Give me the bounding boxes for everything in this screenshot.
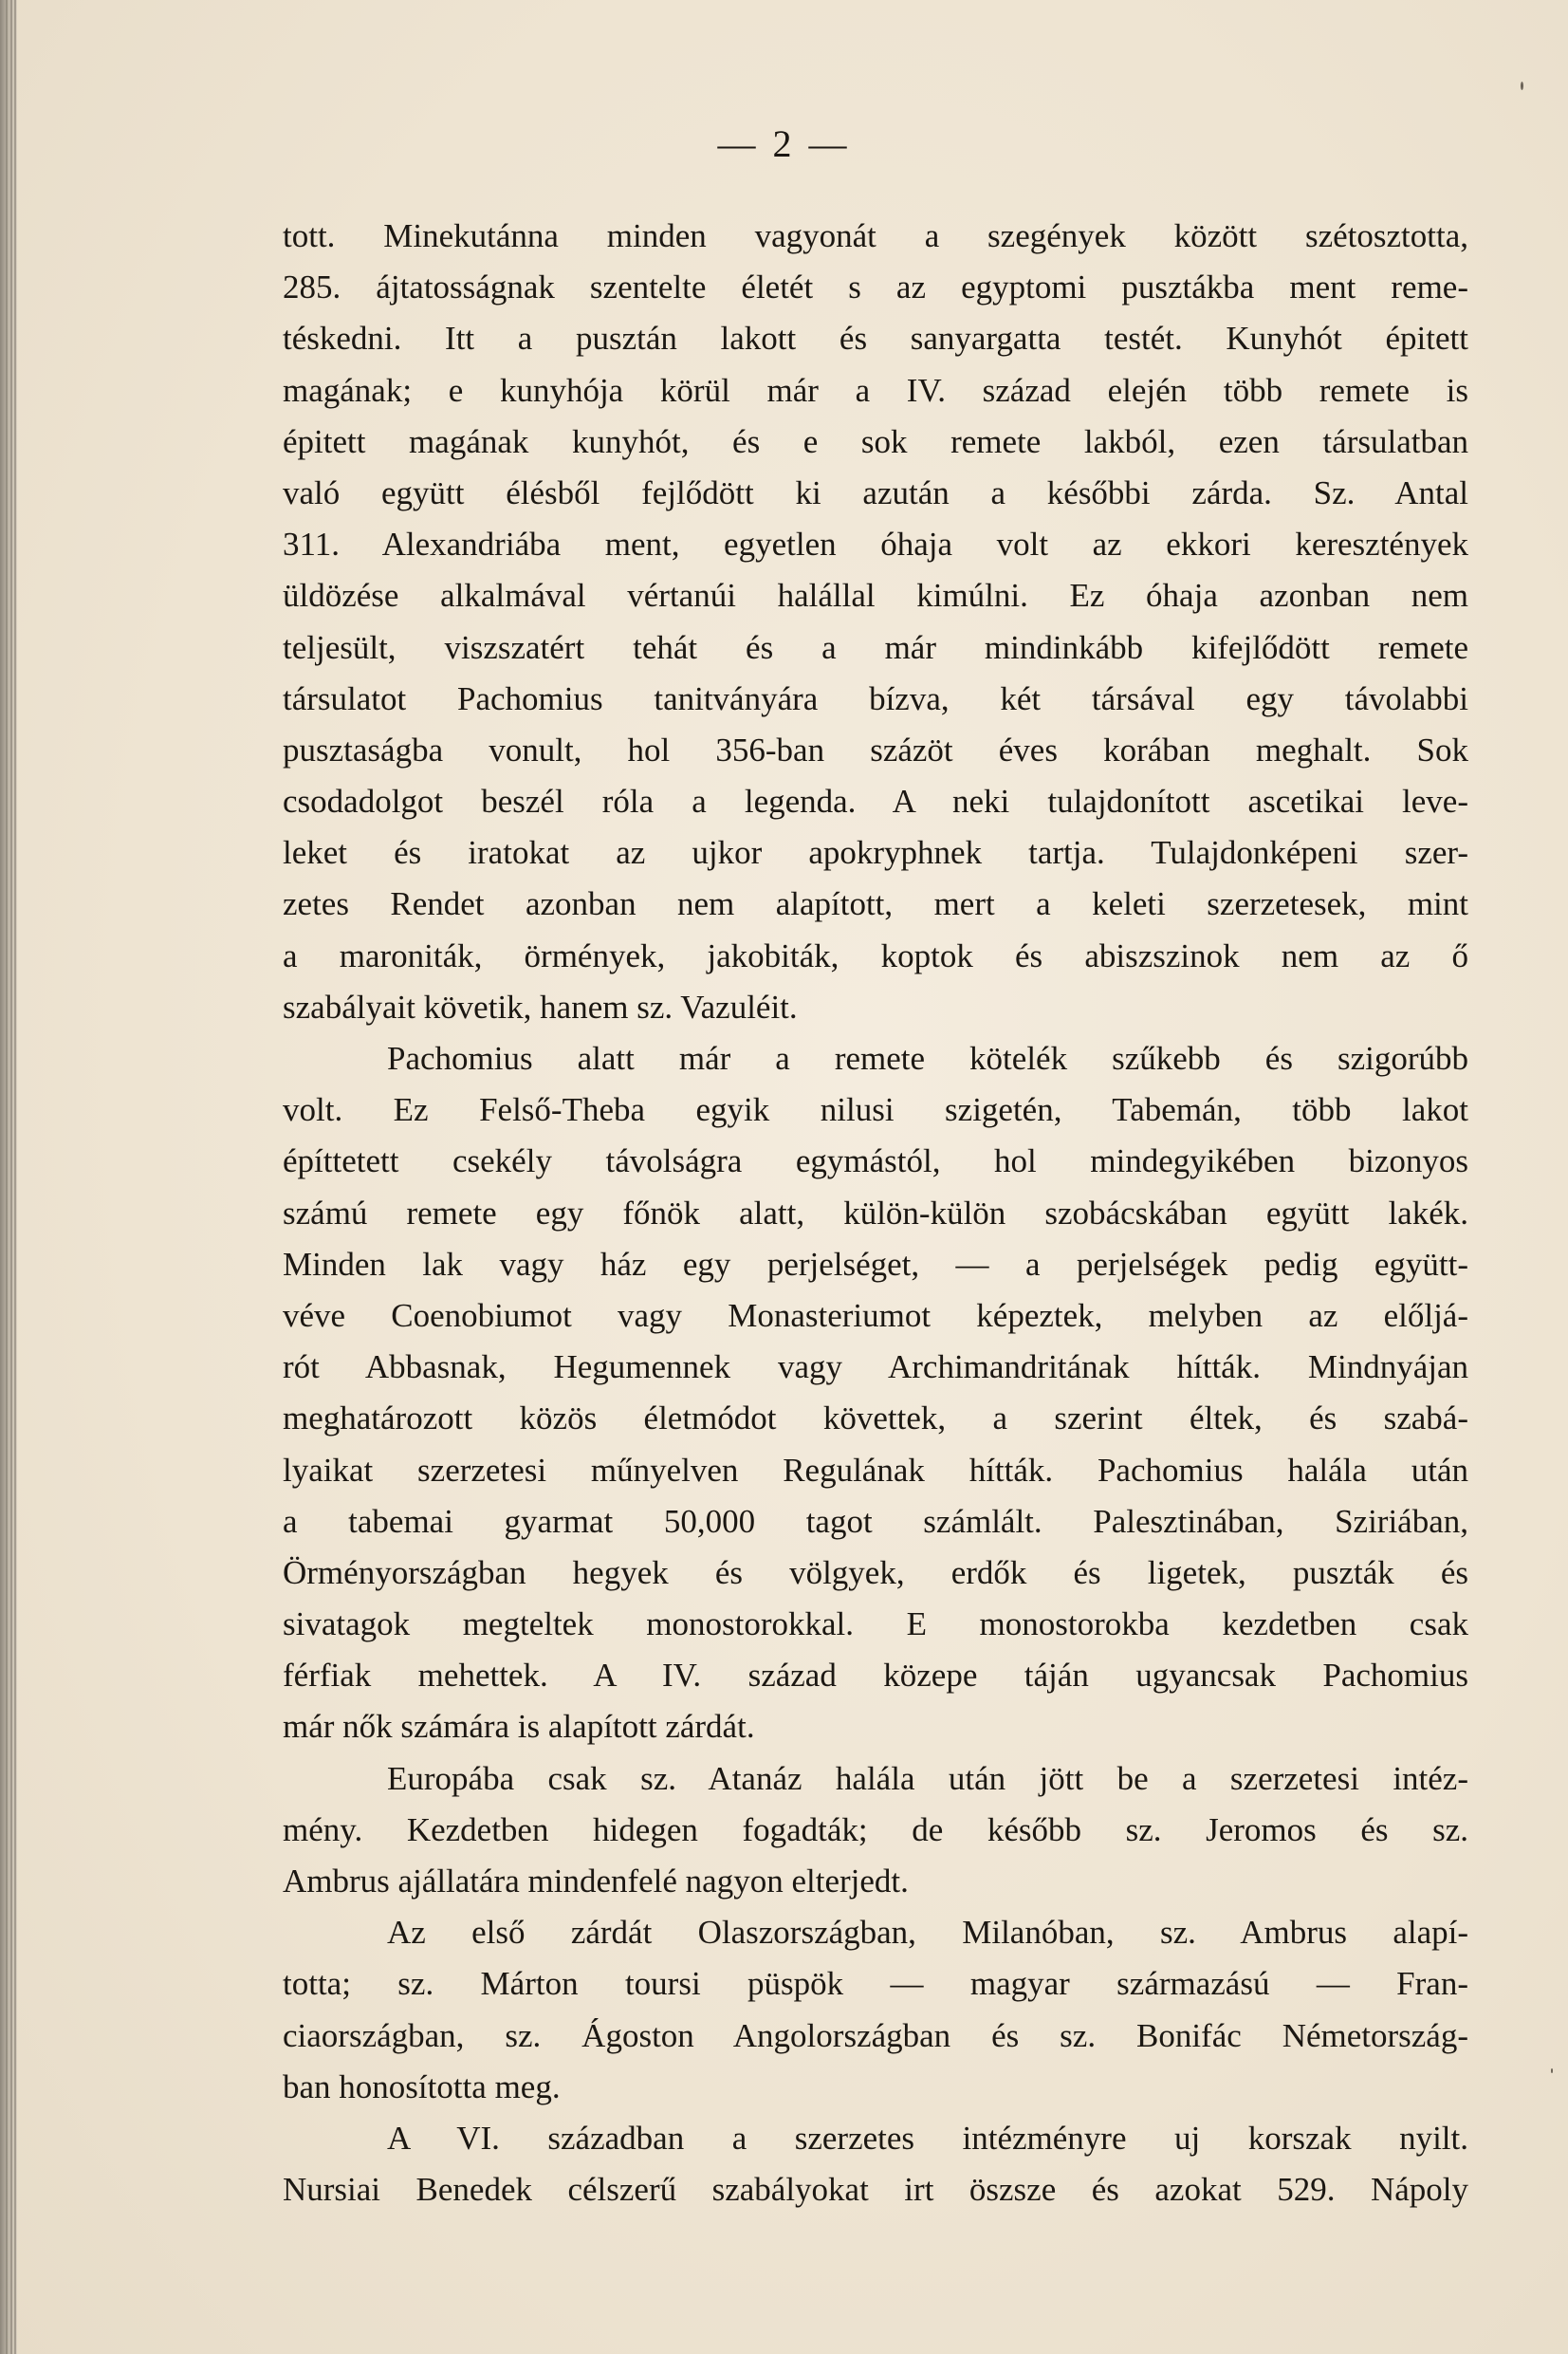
text-line: való együtt élésből fejlődött ki azután a későbbi zárda. Sz. Antal (283, 473, 1468, 511)
text-line: épitett magának kunyhót, és e sok remete lakból, ezen társulatban (283, 422, 1468, 460)
text-line: leket és iratokat az ujkor apokryphnek tartja. Tulajdonképeni szer- (283, 834, 1468, 872)
paper-speck (1551, 2068, 1553, 2073)
text-line: totta; sz. Márton toursi püspök — magyar származású — Fran- (283, 1965, 1468, 2003)
text-line: ciaországban, sz. Ágoston Angolországban és sz. Bonifác Németország- (283, 2016, 1468, 2054)
text-line: Ambrus ajállatára mindenfelé nagyon elterjedt. (283, 1863, 909, 1900)
text-line: Örményországban hegyek és völgyek, erdők és ligetek, puszták és (283, 1553, 1468, 1591)
text-line: számú remete egy főnök alatt, külön-külön szobácskában együtt lakék. (283, 1194, 1468, 1232)
text-line: volt. Ez Felső-Theba egyik nilusi szigetén, Tabemán, több lakot (283, 1091, 1468, 1129)
text-line: a tabemai gyarmat 50,000 tagot számlált. Palesztinában, Sziriában, (283, 1502, 1468, 1540)
binding-line (6, 0, 8, 2354)
text-line: véve Coenobiumot vagy Monasteriumot képeztek, melyben az előljá- (283, 1296, 1468, 1334)
text-line: rót Abbasnak, Hegumennek vagy Archimandritának hítták. Mindnyájan (283, 1348, 1468, 1386)
text-line: 285. ájtatosságnak szentelte életét s az egyptomi pusztákba ment reme- (283, 269, 1468, 306)
page-number: — 2 — (717, 122, 851, 165)
text-line: ban honosította meg. (283, 2067, 561, 2105)
text-line: mény. Kezdetben hidegen fogadták; de később sz. Jeromos és sz. (283, 1810, 1468, 1848)
text-line: üldözése alkalmával vértanúi halállal kimúlni. Ez óhaja azonban nem (283, 577, 1468, 615)
text-line: magának; e kunyhója körül már a IV. század elején több remete is (283, 371, 1468, 409)
text-line: tott. Minekutánna minden vagyonát a szegények között szétosztotta, (283, 217, 1468, 254)
text-line: Az első zárdát Olaszországban, Milanóban, sz. Ambrus alapí- (387, 1914, 1468, 1952)
text-line: már nők számára is alapított zárdát. (283, 1708, 755, 1746)
text-line: 311. Alexandriába ment, egyetlen óhaja volt az ekkori keresztények (283, 526, 1468, 564)
text-line: férfiak mehettek. A IV. század közepe táján ugyancsak Pachomius (283, 1657, 1468, 1695)
text-line: pusztaságba vonult, hol 356-ban százöt éves korában meghalt. Sok (283, 731, 1468, 769)
text-line: lyaikat szerzetesi műnyelven Regulának hítták. Pachomius halála után (283, 1451, 1468, 1489)
text-line: Europába csak sz. Atanáz halála után jött be a szerzetesi intéz- (387, 1759, 1468, 1797)
text-line: zetes Rendet azonban nem alapított, mert a keleti szerzetesek, mint (283, 885, 1468, 923)
text-line: társulatot Pachomius tanitványára bízva, két társával egy távolabbi (283, 679, 1468, 717)
text-line: szabályait követik, hanem sz. Vazuléit. (283, 988, 798, 1026)
text-line: Pachomius alatt már a remete kötelék szűkebb és szigorúbb (387, 1040, 1468, 1077)
text-line: meghatározott közös életmódot követtek, a szerint éltek, és szabá- (283, 1399, 1468, 1437)
text-line: sivatagok megteltek monostorokkal. E monostorokba kezdetben csak (283, 1605, 1468, 1643)
text-line: téskedni. Itt a pusztán lakott és sanyargatta testét. Kunyhót épitett (283, 320, 1468, 358)
text-line: teljesült, viszszatért tehát és a már mindinkább kifejlődött remete (283, 628, 1468, 666)
binding-line (14, 0, 16, 2354)
text-line: építtetett csekély távolságra egymástól, hol mindegyikében bizonyos (283, 1142, 1468, 1180)
body-text (283, 211, 1468, 2215)
binding-line (10, 0, 12, 2354)
text-line: Minden lak vagy ház egy perjelséget, — a perjelségek pedig együtt- (283, 1245, 1468, 1283)
paper-speck (1521, 82, 1523, 90)
text-line: csodadolgot beszél róla a legenda. A neki tulajdonított ascetikai leve- (283, 783, 1468, 821)
text-line: a maroniták, örmények, jakobiták, koptok és abiszszinok nem az ő (283, 936, 1468, 974)
text-line: A VI. században a szerzetes intézményre uj korszak nyilt. (387, 2119, 1468, 2157)
text-line: Nursiai Benedek célszerű szabályokat irt öszsze és azokat 529. Nápoly (283, 2171, 1468, 2209)
